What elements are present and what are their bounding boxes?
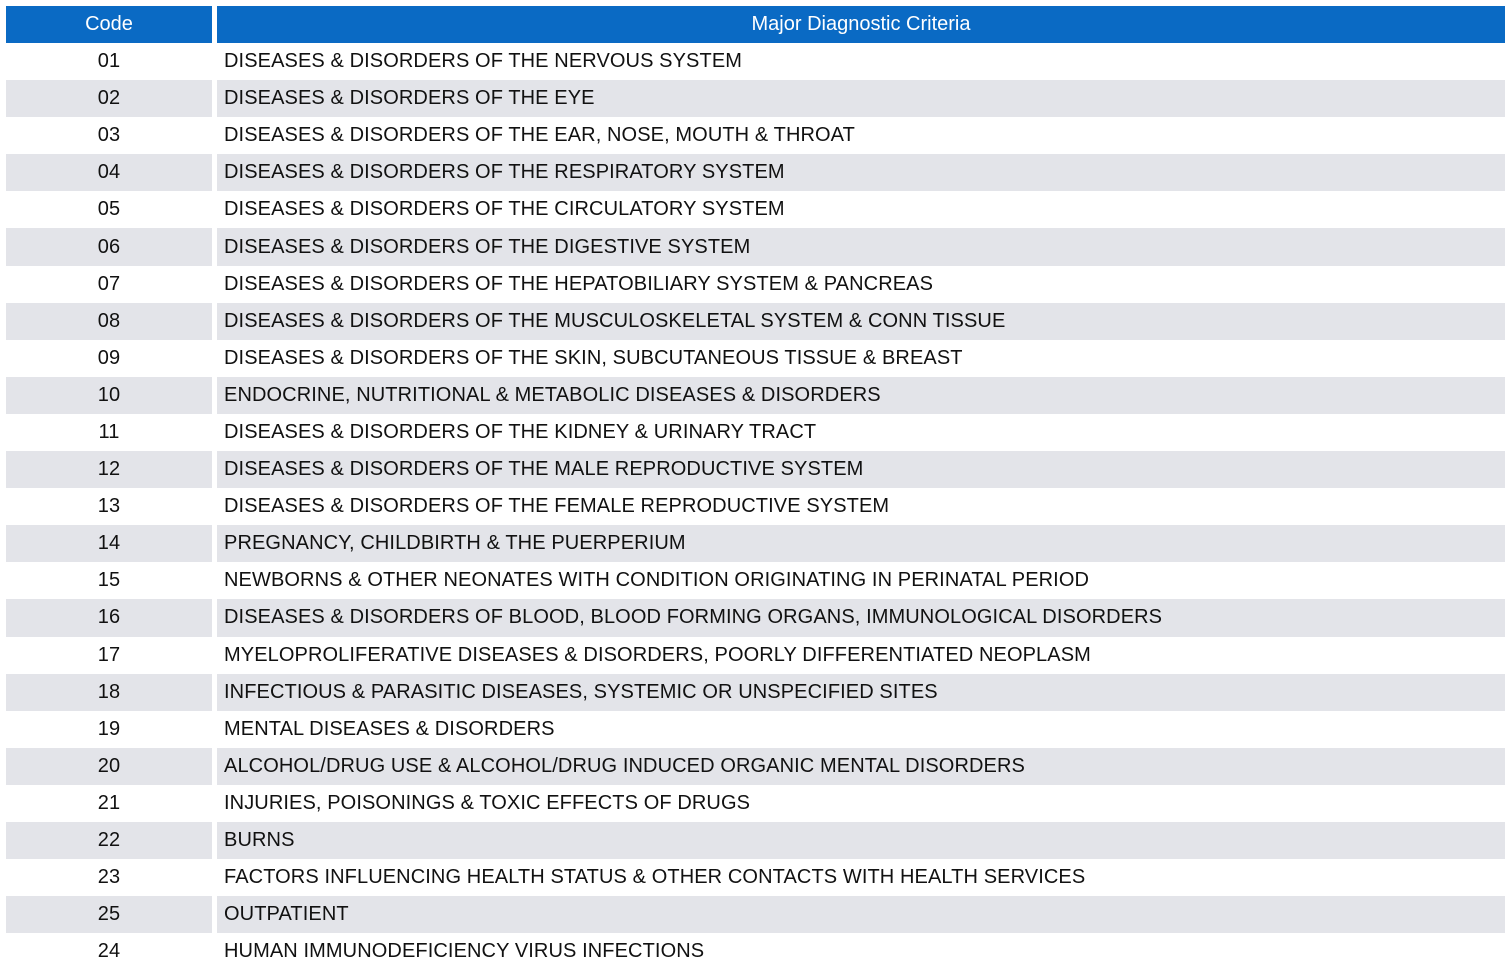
table-row [6, 785, 1505, 822]
row-criteria: DISEASES & DISORDERS OF THE NERVOUS SYSTEM [224, 50, 743, 73]
table-row [6, 896, 1505, 933]
table-row [6, 562, 1505, 599]
table-row [6, 303, 1505, 340]
row-criteria: DISEASES & DISORDERS OF THE RESPIRATORY SYSTEM [217, 154, 1505, 191]
row-criteria: DISEASES & DISORDERS OF BLOOD, BLOOD FORMING ORGANS, IMMUNOLOGICAL DISORDERS [217, 599, 1505, 636]
row-code: 15 [97, 569, 121, 592]
row-criteria: ALCOHOL/DRUG USE & ALCOHOL/DRUG INDUCED ORGANIC MENTAL DISORDERS [217, 748, 1505, 785]
row-code: 22 [6, 822, 212, 859]
table-row [6, 525, 1505, 562]
row-criteria: INFECTIOUS & PARASITIC DISEASES, SYSTEMIC OR UNSPECIFIED SITES [217, 674, 1505, 711]
row-code: 06 [6, 228, 212, 265]
table-row [6, 488, 1505, 525]
row-criteria: OUTPATIENT [217, 896, 1505, 933]
row-code: 23 [97, 866, 121, 889]
row-code: 07 [97, 272, 121, 295]
row-criteria: NEWBORNS & OTHER NEONATES WITH CONDITION ORIGINATING IN PERINATAL PERIOD [224, 569, 1090, 592]
row-code: 18 [6, 674, 212, 711]
table-row [6, 748, 1505, 785]
row-criteria: DISEASES & DISORDERS OF THE HEPATOBILIARY SYSTEM & PANCREAS [224, 272, 934, 295]
row-code: 12 [6, 451, 212, 488]
row-code: 10 [6, 377, 212, 414]
table-body [6, 43, 1505, 970]
table-row [6, 599, 1505, 636]
row-criteria: DISEASES & DISORDERS OF THE MUSCULOSKELETAL SYSTEM & CONN TISSUE [217, 303, 1505, 340]
table-row [6, 191, 1505, 228]
table-row [6, 154, 1505, 191]
table-row [6, 340, 1505, 377]
row-code: 19 [97, 717, 121, 740]
mdc-table [6, 6, 1505, 970]
row-code: 04 [6, 154, 212, 191]
row-code: 05 [97, 198, 121, 221]
row-code: 13 [97, 495, 121, 518]
row-code: 20 [6, 748, 212, 785]
row-code: 03 [97, 124, 121, 147]
table-row [6, 414, 1505, 451]
table-row [6, 266, 1505, 303]
row-code: 08 [6, 303, 212, 340]
row-code: 25 [6, 896, 212, 933]
row-code: 09 [97, 346, 121, 369]
table-row [6, 451, 1505, 488]
row-criteria: ENDOCRINE, NUTRITIONAL & METABOLIC DISEASES & DISORDERS [217, 377, 1505, 414]
row-code: 14 [6, 525, 212, 562]
row-criteria: INJURIES, POISONINGS & TOXIC EFFECTS OF DRUGS [224, 791, 751, 814]
row-criteria: DISEASES & DISORDERS OF THE KIDNEY & URINARY TRACT [224, 420, 817, 443]
table-header [6, 6, 1505, 43]
row-criteria: DISEASES & DISORDERS OF THE MALE REPRODUCTIVE SYSTEM [217, 451, 1505, 488]
row-code: 21 [97, 791, 121, 814]
row-criteria: DISEASES & DISORDERS OF THE FEMALE REPRODUCTIVE SYSTEM [224, 495, 890, 518]
table-row [6, 228, 1505, 265]
row-criteria: DISEASES & DISORDERS OF THE DIGESTIVE SYSTEM [217, 228, 1505, 265]
table-row [6, 377, 1505, 414]
row-code: 01 [97, 50, 121, 73]
row-code: 11 [98, 420, 120, 443]
row-criteria: MENTAL DISEASES & DISORDERS [224, 717, 555, 740]
table-row [6, 711, 1505, 748]
table-row [6, 80, 1505, 117]
row-code: 02 [6, 80, 212, 117]
header-criteria: Major Diagnostic Criteria [217, 6, 1505, 43]
table-row [6, 822, 1505, 859]
row-code: 16 [6, 599, 212, 636]
table-row [6, 674, 1505, 711]
row-criteria: PREGNANCY, CHILDBIRTH & THE PUERPERIUM [217, 525, 1505, 562]
row-criteria: DISEASES & DISORDERS OF THE SKIN, SUBCUTANEOUS TISSUE & BREAST [224, 346, 963, 369]
header-code: Code [6, 6, 212, 43]
row-code: 24 [97, 940, 121, 963]
row-criteria: FACTORS INFLUENCING HEALTH STATUS & OTHER CONTACTS WITH HEALTH SERVICES [224, 866, 1086, 889]
table-row [6, 933, 1505, 970]
row-criteria: BURNS [217, 822, 1505, 859]
row-criteria: DISEASES & DISORDERS OF THE EAR, NOSE, MOUTH & THROAT [224, 124, 855, 147]
table-row [6, 43, 1505, 80]
table-row [6, 637, 1505, 674]
row-criteria: MYELOPROLIFERATIVE DISEASES & DISORDERS, POORLY DIFFERENTIATED NEOPLASM [224, 643, 1091, 666]
row-criteria: DISEASES & DISORDERS OF THE CIRCULATORY SYSTEM [224, 198, 785, 221]
table-row [6, 117, 1505, 154]
row-criteria: HUMAN IMMUNODEFICIENCY VIRUS INFECTIONS [224, 940, 705, 963]
row-criteria: DISEASES & DISORDERS OF THE EYE [217, 80, 1505, 117]
row-code: 17 [97, 643, 121, 666]
table-row [6, 859, 1505, 896]
